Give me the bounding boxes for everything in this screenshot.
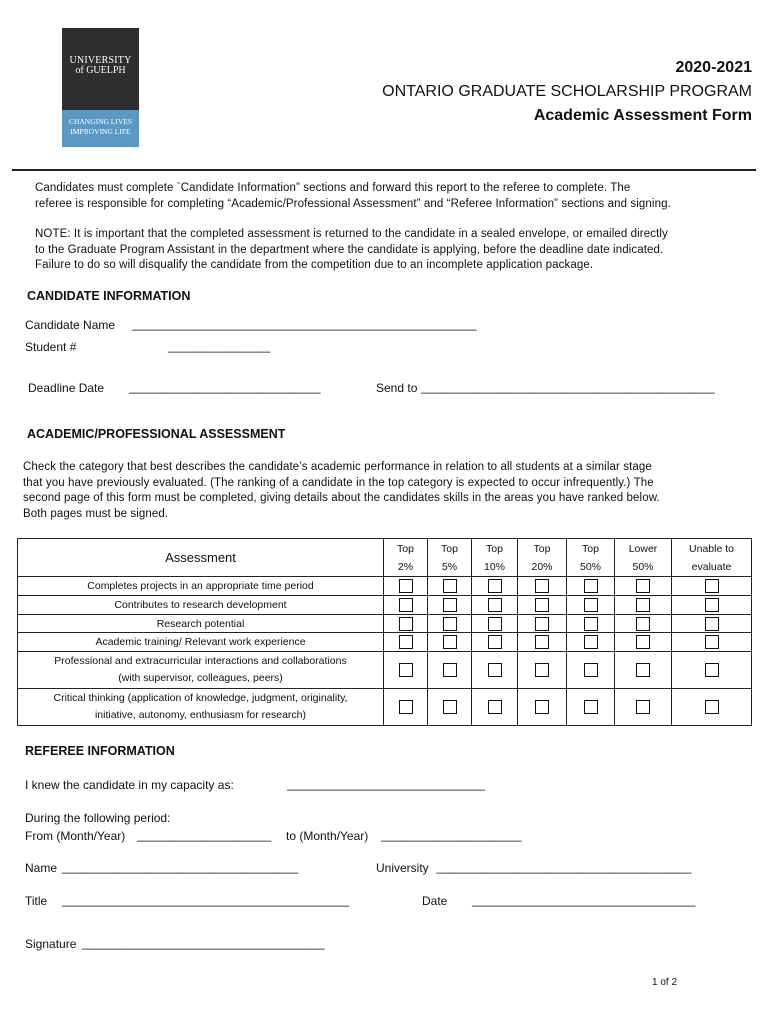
rating-cell [472,615,518,633]
criterion-line1: Contributes to research development [114,599,287,611]
rating-cell [428,633,472,652]
rating-cell [384,596,428,615]
referee-name-field[interactable]: _____________________________________ [62,860,298,874]
rating-checkbox[interactable] [488,635,502,649]
note-line: to the Graduate Program Assistant in the department where the candidate is applying, before the deadline date indicated. [35,243,664,256]
rating-cell [384,633,428,652]
instruction-line: Both pages must be signed. [23,507,169,520]
rating-checkbox[interactable] [443,617,457,631]
rating-cell [472,652,518,689]
send-to-label: Send to [376,381,418,395]
rating-cell [567,652,615,689]
rating-cell [384,652,428,689]
note-paragraph [35,227,735,274]
table-row [18,615,752,633]
rating-checkbox[interactable] [535,700,549,714]
rating-cell [518,615,567,633]
column-header-top-2 [384,539,428,577]
rating-checkbox[interactable] [584,700,598,714]
candidate-name-label: Candidate Name [25,318,116,332]
rating-checkbox[interactable] [443,700,457,714]
column-header-line2: 5% [441,560,458,573]
student-number-label: Student # [25,340,77,354]
rating-cell [428,596,472,615]
deadline-date-field[interactable]: ______________________________ [129,380,321,394]
candidate-info-heading: CANDIDATE INFORMATION [27,289,191,303]
rating-cell [567,596,615,615]
column-header-line2: 20% [531,560,553,573]
rating-checkbox[interactable] [705,635,719,649]
column-header-lower-50 [615,539,672,577]
logo-name-line1: UNIVERSITY [69,55,132,66]
rating-cell [567,689,615,726]
title-field[interactable]: _____________________________________________ [62,893,349,907]
criterion-line2: (with supervisor, colleagues, peers) [118,672,283,684]
candidate-name-field[interactable]: ______________________________________________________ [132,317,477,331]
column-header-unable [672,539,752,577]
criterion-line1: Completes projects in an appropriate time period [87,580,314,592]
student-number-field[interactable]: ________________ [168,339,270,353]
criterion-cell [18,652,384,689]
page-number: 1 of 2 [652,977,678,988]
rating-checkbox[interactable] [535,663,549,677]
rating-cell [518,689,567,726]
rating-cell [384,689,428,726]
from-label: From (Month/Year) [25,829,126,843]
send-to-field[interactable]: ______________________________________________ [421,380,715,394]
criterion-cell [18,615,384,633]
assessment-instructions [23,460,723,522]
rating-checkbox[interactable] [636,598,650,612]
rating-cell [472,596,518,615]
rating-cell [428,577,472,596]
criterion-cell [18,689,384,726]
column-header-line2: 50% [632,560,654,573]
rating-checkbox[interactable] [636,579,650,593]
logo-name-line2: of GUELPH [75,65,126,76]
rating-checkbox[interactable] [399,635,413,649]
criterion-line1: Research potential [156,617,245,630]
criterion-line1: Critical thinking (application of knowledge, judgment, originality, [53,692,348,704]
title-label: Title [25,894,48,908]
criterion-cell [18,577,384,596]
rating-checkbox[interactable] [443,635,457,649]
rating-checkbox[interactable] [584,598,598,612]
rating-checkbox[interactable] [443,598,457,612]
column-header-line1: Top [397,542,414,555]
rating-checkbox[interactable] [399,700,413,714]
rating-cell [472,633,518,652]
table-row [18,596,752,615]
intro-paragraph [35,181,735,212]
column-header-line1: Top [582,542,599,555]
university-logo [62,28,139,147]
to-date-field[interactable]: ______________________ [381,828,522,842]
rating-cell [518,652,567,689]
rating-cell [615,577,672,596]
rating-checkbox[interactable] [535,598,549,612]
rating-checkbox[interactable] [584,635,598,649]
table-row [18,633,752,652]
capacity-field[interactable]: _______________________________ [287,777,485,791]
note-line: Failure to do so will disqualify the candidate from the competition due to an incomplete application package. [35,259,594,271]
university-label: University [376,861,429,875]
rating-checkbox[interactable] [399,617,413,631]
rating-cell [615,596,672,615]
assessment-table [17,538,752,726]
rating-cell [384,615,428,633]
rating-cell [518,633,567,652]
from-date-field[interactable]: _____________________ [137,828,271,842]
signature-label: Signature [25,937,77,951]
rating-checkbox[interactable] [705,598,719,612]
criterion-cell [18,596,384,615]
rating-checkbox[interactable] [584,579,598,593]
rating-cell [518,577,567,596]
column-header-line1: Unable to [689,542,734,555]
form-year: 2020-2021 [675,59,752,76]
deadline-date-label: Deadline Date [28,381,105,395]
rating-cell [384,577,428,596]
rating-checkbox[interactable] [705,617,719,631]
rating-cell [472,689,518,726]
rating-cell [672,615,752,633]
form-title: Academic Assessment Form [533,107,752,124]
table-row [18,577,752,596]
rating-cell [472,577,518,596]
rating-checkbox[interactable] [535,579,549,593]
referee-info-heading: REFEREE INFORMATION [25,744,175,758]
criterion-line2: initiative, autonomy, enthusiasm for research) [94,709,307,721]
rating-cell [615,652,672,689]
rating-checkbox[interactable] [584,663,598,677]
column-header-line2: 10% [483,560,505,573]
logo-tagline-1: CHANGING LIVES [68,117,133,126]
to-label: to (Month/Year) [286,829,369,843]
rating-checkbox[interactable] [399,663,413,677]
rating-cell [567,577,615,596]
rating-checkbox[interactable] [488,663,502,677]
rating-cell [567,615,615,633]
criterion-cell [18,633,384,652]
column-header-line2: evaluate [691,560,732,573]
rating-checkbox[interactable] [488,617,502,631]
column-header-line2: 50% [579,560,601,573]
rating-checkbox[interactable] [535,635,549,649]
rating-checkbox[interactable] [584,617,598,631]
rating-cell [428,689,472,726]
rating-cell [428,652,472,689]
rating-checkbox[interactable] [443,579,457,593]
date-field[interactable]: ___________________________________ [472,893,696,907]
rating-cell [672,689,752,726]
rating-checkbox[interactable] [636,700,650,714]
column-header-top-20 [518,539,567,577]
rating-checkbox[interactable] [636,663,650,677]
rating-cell [672,577,752,596]
criterion-line1: Professional and extracurricular interactions and collaborations [54,655,347,667]
rating-checkbox[interactable] [488,579,502,593]
rating-cell [615,689,672,726]
instruction-line: second page of this form must be completed, giving details about the candidates skills in the areas you have ranked below. [23,492,660,504]
column-header-top-50 [567,539,615,577]
rating-checkbox[interactable] [399,598,413,612]
rating-cell [518,596,567,615]
rating-checkbox[interactable] [705,579,719,593]
rating-cell [615,633,672,652]
column-header-top-10 [472,539,518,577]
rating-checkbox[interactable] [535,617,549,631]
column-header-line1: Top [441,542,458,555]
column-header-line1: Lower [628,542,658,555]
capacity-label: I knew the candidate in my capacity as: [25,778,234,792]
university-field[interactable]: ________________________________________ [436,860,691,874]
referee-name-label: Name [25,861,58,875]
intro-line: referee is responsible for completing “Academic/Professional Assessment” and “Referee Information” sections and signing. [35,197,671,210]
column-header-line1: Top [533,542,551,555]
header-divider [12,169,756,171]
rating-checkbox[interactable] [705,663,719,677]
intro-line: Candidates must complete `Candidate Information” sections and forward this report to the referee to complete. The [35,182,631,194]
rating-checkbox[interactable] [399,579,413,593]
rating-cell [672,633,752,652]
instruction-line: that you have previously evaluated. (The ranking of a candidate in the top category is expected to occur infrequently.) The [23,476,654,489]
rating-checkbox[interactable] [488,700,502,714]
column-header-line2: 2% [397,560,414,573]
rating-checkbox[interactable] [636,635,650,649]
program-title: ONTARIO GRADUATE SCHOLARSHIP PROGRAM [382,83,752,100]
rating-checkbox[interactable] [705,700,719,714]
note-line: NOTE: It is important that the completed assessment is returned to the candidate in a sealed envelope, or emailed directly [35,228,668,240]
assessment-header-row [18,539,752,577]
criterion-line1: Academic training/ Relevant work experience [95,636,306,648]
rating-cell [672,596,752,615]
column-header-line1: Top [486,542,503,555]
rating-checkbox[interactable] [636,617,650,631]
signature-field[interactable]: ______________________________________ [82,936,325,950]
rating-cell [567,633,615,652]
column-header-top-5 [428,539,472,577]
assessment-heading: ACADEMIC/PROFESSIONAL ASSESSMENT [27,427,286,441]
assessment-column-header: Assessment [18,539,384,577]
period-label: During the following period: [25,811,171,825]
rating-cell [428,615,472,633]
rating-cell [672,652,752,689]
table-row [18,652,752,689]
rating-cell [615,615,672,633]
logo-tagline-2: IMPROVING LIFE [70,127,131,136]
table-row [18,689,752,726]
rating-checkbox[interactable] [488,598,502,612]
date-label: Date [422,894,448,908]
instruction-line: Check the category that best describes the candidate’s academic performance in relation to all students at a similar stage [23,461,652,473]
rating-checkbox[interactable] [443,663,457,677]
